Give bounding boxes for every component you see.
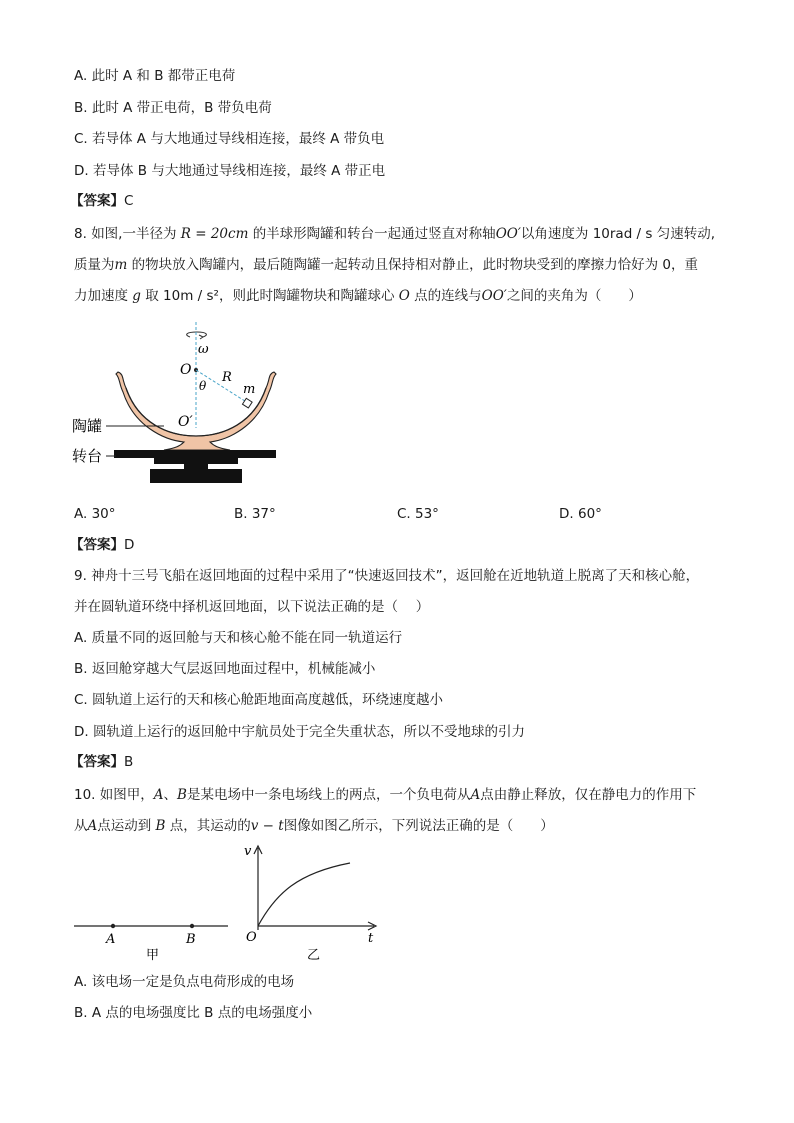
q7-option-c: C. 若导体 A 与大地通过导线相连接，最终 A 带负电 [74, 131, 385, 147]
q8-option-d: D. 60° [559, 506, 602, 522]
text: 点的连线与 [414, 288, 482, 304]
q10-option-a: A. 该电场一定是负点电荷形成的电场 [74, 974, 295, 990]
formula-gval: 10m / s² [163, 288, 219, 304]
text: 是某电场中一条电场线上的两点，一个负电荷从 [186, 787, 471, 803]
formula-axis: OO′ [495, 226, 521, 242]
formula-omega: 10rad / s [592, 226, 653, 242]
q8-option-b: B. 37° [234, 506, 276, 522]
q7-option-d: D. 若导体 B 与大地通过导线相连接，最终 A 带正电 [74, 163, 386, 179]
jia-label: 甲 [146, 948, 160, 963]
q8-option-c: C. 53° [397, 506, 439, 522]
a-label: A [106, 932, 116, 947]
m-label: m [243, 382, 256, 397]
q8-answer [70, 535, 134, 555]
q10-figure [70, 843, 390, 968]
question-number: 10. [74, 787, 96, 803]
q10-stem-line1 [74, 785, 696, 805]
b-label: B [186, 932, 196, 947]
omega-label: ω [198, 342, 209, 357]
q9-stem-line1: 9. 神舟十三号飞船在返回地面的过程中采用了“快速返回技术”，返回舱在近地轨道上脱离了天和核心舱， [74, 568, 700, 584]
answer-value: B [124, 754, 134, 770]
formula-o: O [398, 288, 410, 304]
text: 如图甲， [99, 787, 154, 803]
q9-answer [70, 752, 133, 772]
text: 的物块放入陶罐内，最后随陶罐一起转动且保持相对静止，此时物块受到的摩擦力恰好为 0，重 [131, 257, 698, 273]
answer-value: C [124, 193, 134, 209]
answer-value: D [124, 537, 135, 553]
point-a: A [153, 787, 164, 803]
q10-option-b: B. A 点的电场强度比 B 点的电场强度小 [74, 1005, 313, 1021]
text: 以角速度为 [520, 226, 589, 242]
text: 、 [163, 787, 178, 803]
text: 从 [74, 818, 88, 834]
point-a: A [87, 818, 98, 834]
formula-axis: OO′ [481, 288, 507, 304]
turntable-stem [184, 464, 208, 469]
point-b: B [155, 818, 166, 834]
r-label: R [222, 370, 232, 385]
point-b-dot [190, 924, 194, 928]
q7-option-a: A. 此时 A 和 B 都带正电荷 [74, 68, 236, 84]
text: 的半球形陶罐和转台一起通过竖直对称轴 [252, 226, 496, 242]
point-b: B [177, 787, 187, 803]
q7-answer [70, 191, 133, 211]
q9-stem-line2: 并在圆轨道环绕中择机返回地面，以下说法正确的是（ ） [74, 599, 430, 615]
formula-mass: m [114, 257, 128, 273]
formula-vt: v − t [250, 818, 284, 834]
q7-option-b: B. 此时 A 带正电荷，B 带负电荷 [74, 100, 272, 116]
text: 力加速度 [74, 288, 128, 304]
text: 质量为 [74, 257, 115, 273]
q8-stem-line1 [74, 224, 715, 244]
v-label: v [244, 844, 252, 859]
point-a-dot [111, 924, 115, 928]
o-label: O [246, 930, 257, 945]
o-label: O [180, 362, 192, 378]
text: 之间的夹角为（ ） [506, 288, 642, 304]
formula-radius: R = 20cm [180, 226, 249, 242]
theta-label: θ [199, 379, 207, 393]
text: 点运动到 [97, 818, 152, 834]
block-m [242, 398, 252, 408]
formula-g: g [132, 288, 141, 304]
turntable-neck [154, 458, 238, 464]
rotation-arrow-icon [187, 332, 207, 337]
q9-option-d: D. 圆轨道上运行的返回舱中宇航员处于完全失重状态，所以不受地球的引力 [74, 724, 525, 740]
text: 点，其运动的 [169, 818, 251, 834]
text: ，则此时陶罐物块和陶罐球心 [218, 288, 395, 304]
answer-label: 【答案】 [70, 537, 124, 553]
pot-label: 陶罐 [72, 417, 103, 435]
point-a: A [470, 787, 481, 803]
text: 匀速转动, [656, 226, 716, 242]
text: 取 [145, 288, 159, 304]
q8-stem-line2 [74, 255, 698, 275]
o-prime-label: O′ [178, 414, 193, 430]
q8-figure-pot [68, 318, 288, 493]
text: 图像如图乙所示，下列说法正确的是（ ） [283, 818, 554, 834]
turntable-top [114, 450, 276, 458]
q10-stem-line2 [74, 816, 554, 836]
q9-option-a: A. 质量不同的返回舱与天和核心舱不能在同一轨道运行 [74, 630, 403, 646]
answer-label: 【答案】 [70, 193, 124, 209]
text: 点由静止释放，仅在静电力的作用下 [480, 787, 697, 803]
yi-label: 乙 [307, 948, 321, 963]
rotation-arrowhead [199, 335, 203, 339]
vt-curve [258, 863, 350, 926]
turntable-label: 转台 [72, 447, 103, 465]
q9-option-b: B. 返回舱穿越大气层返回地面过程中，机械能减小 [74, 661, 376, 677]
answer-label: 【答案】 [70, 754, 124, 770]
text: 如图,一半径为 [91, 226, 177, 242]
t-label: t [368, 931, 374, 946]
q8-option-a: A. 30° [74, 506, 116, 522]
question-number: 8. [74, 226, 87, 242]
q9-option-c: C. 圆轨道上运行的天和核心舱距地面高度越低，环绕速度越小 [74, 692, 444, 708]
q8-stem-line3 [74, 286, 642, 306]
q8-options [74, 504, 714, 524]
turntable-base [150, 469, 242, 483]
